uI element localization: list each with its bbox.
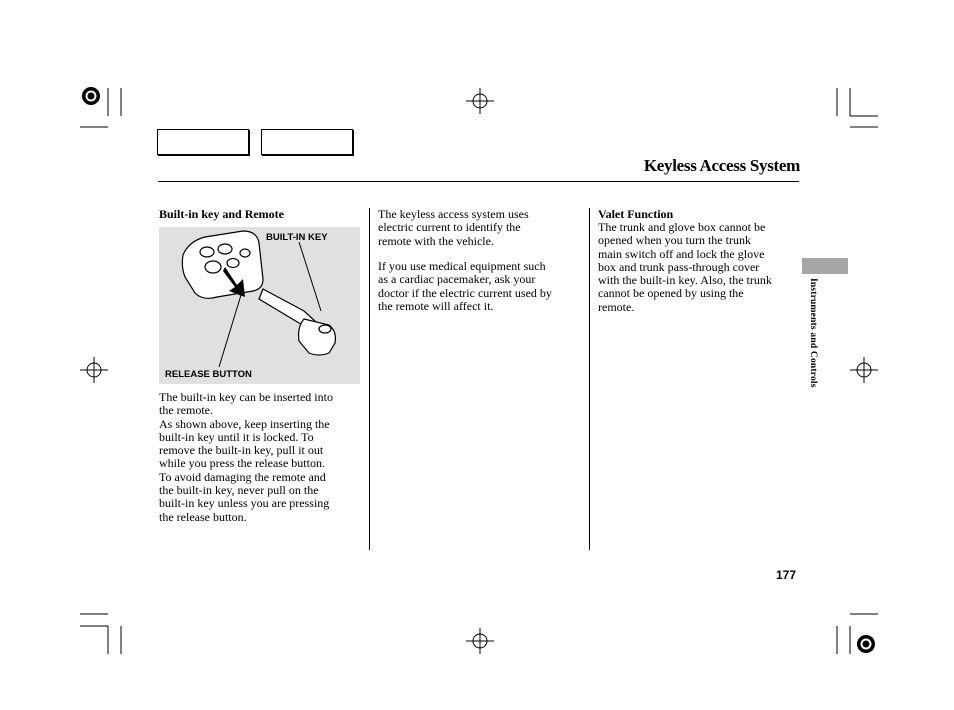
col1-heading: Built-in key and Remote	[159, 207, 285, 221]
figure-label-release-button: RELEASE BUTTON	[165, 369, 252, 380]
remote-key-drawing	[159, 227, 360, 384]
section-tab[interactable]	[802, 258, 848, 274]
title-rule	[158, 181, 799, 182]
section-label: Instruments and Controls	[808, 278, 818, 388]
column-divider-1	[369, 208, 370, 550]
page-title: Keyless Access System	[643, 156, 800, 175]
registration-target-bottom-right	[857, 635, 875, 653]
col2-paragraph-1: The keyless access system uses electric current to identify the remote with the vehicle.	[378, 207, 529, 248]
page-number: 177	[776, 568, 797, 582]
key-remote-illustration	[159, 227, 360, 384]
col1-body: The built-in key can be inserted into the remote. As shown above, keep inserting the built-in key until it is locked. To remove the built-in key, pull it out while you press the release button. To avoid damaging the remote and the built-in key, never pull on the built-in key unless you are pressing the release button.	[159, 390, 333, 524]
col2-paragraph-2: If you use medical equipment such as a cardiac pacemaker, ask your doctor if the electric current used by the remote will affect it.	[378, 259, 552, 313]
nav-box-1[interactable]	[157, 129, 249, 155]
col3-heading: Valet Function	[598, 207, 674, 221]
nav-box-2[interactable]	[261, 129, 353, 155]
column-divider-2	[589, 208, 590, 550]
registration-target-top-left	[82, 87, 100, 105]
col3-body: The trunk and glove box cannot be opened when you turn the trunk main switch off and lock the glove box and trunk pass-through cover with the built-in key. Also, the trunk cannot be opened by using the remote.	[598, 220, 772, 314]
figure-label-built-in-key: BUILT-IN KEY	[266, 232, 328, 243]
